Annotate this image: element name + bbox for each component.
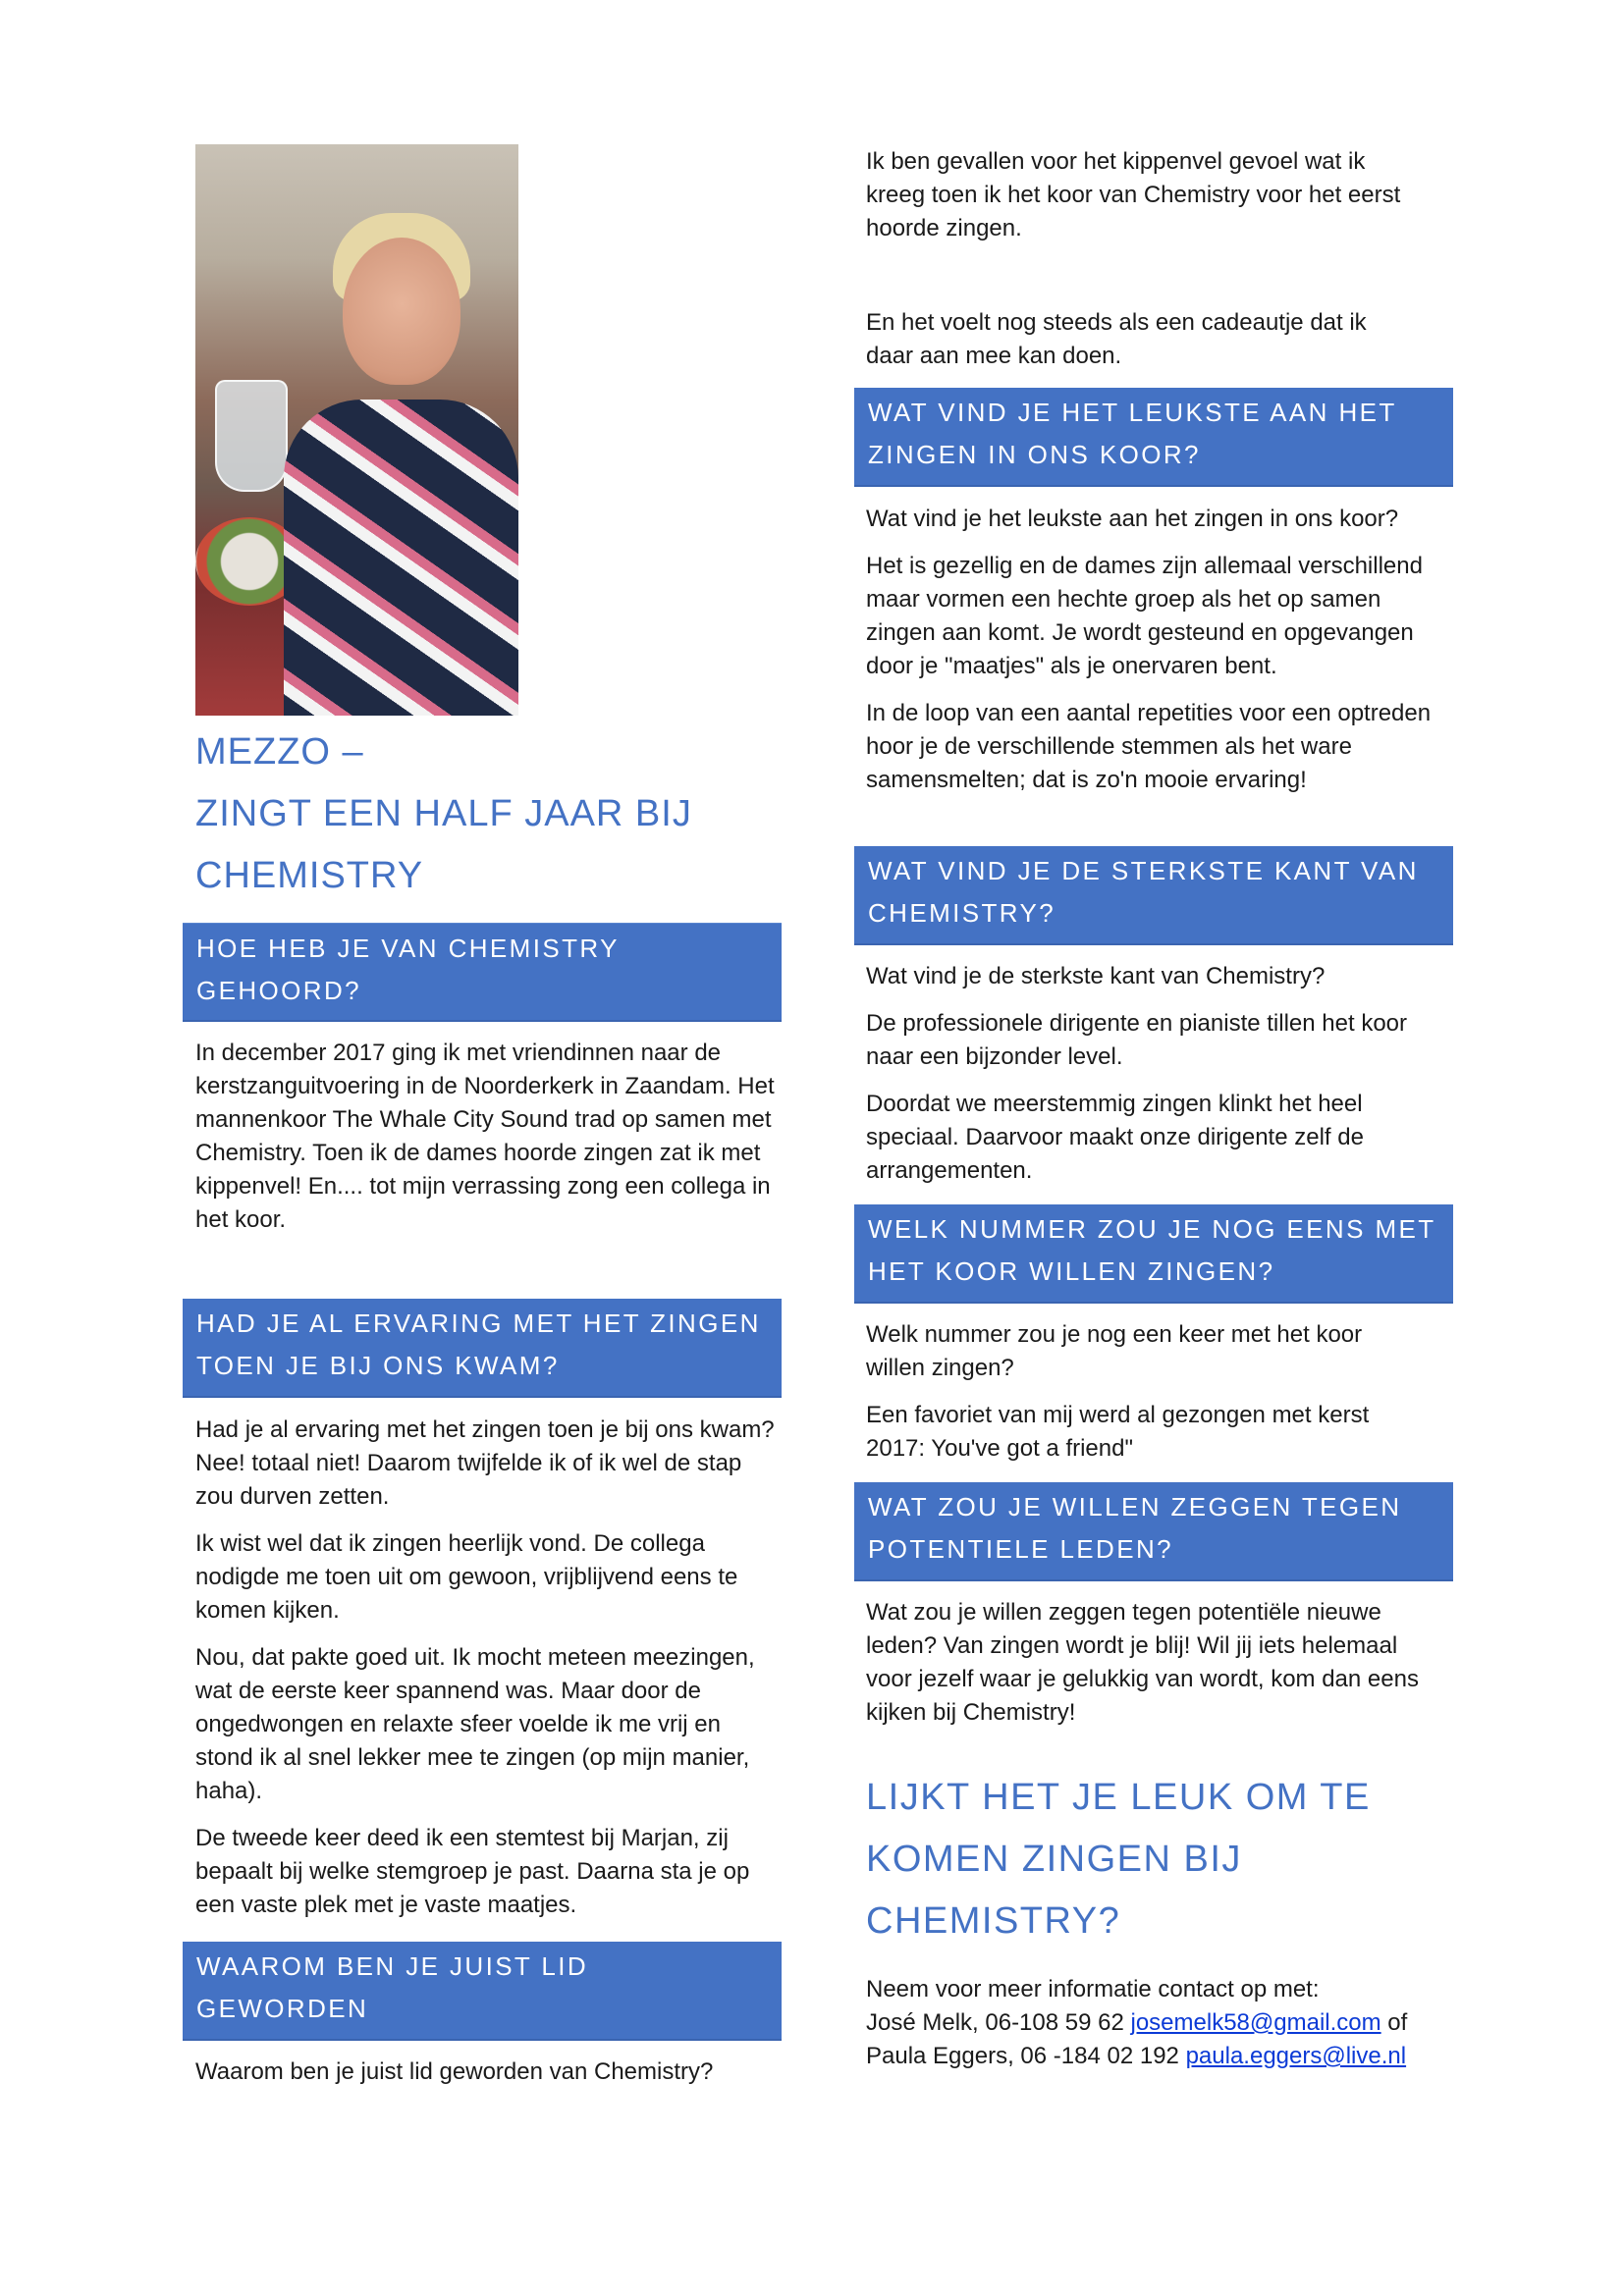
paragraph: Had je al ervaring met het zingen toen je bij ons kwam? Nee! totaal niet! Daarom twijfelde ik of ik wel de stap zou durven zetten. — [195, 1416, 775, 1510]
paragraph: Ik wist wel dat ik zingen heerlijk vond. De collega nodigde me toen uit om gewoon, vrijblijvend eens te komen kijken. — [195, 1530, 738, 1624]
heading-line: WAT ZOU JE WILLEN ZEGGEN TEGEN — [868, 1492, 1402, 1522]
paragraph: De professionele dirigente en pianiste tillen het koor naar een bijzonder level. — [866, 1010, 1408, 1070]
profile-title — [195, 721, 785, 907]
paragraph: Het is gezellig en de dames zijn allemaal verschillend maar vormen een hechte groep als het op samen zingen aan komt. Je wordt gesteund en opgevangen door je "maatjes" als je onervaren bent. — [866, 553, 1423, 679]
heading-line: HAD JE AL ERVARING MET HET ZINGEN — [196, 1308, 761, 1338]
paragraph: En het voelt nog steeds als een cadeautje dat ik daar aan mee kan doen. — [866, 309, 1367, 369]
cta-contact — [866, 1973, 1455, 2073]
contact-2-email-link[interactable]: paula.eggers@live.nl — [1185, 2043, 1407, 2069]
why-heading — [183, 1942, 782, 2065]
photo-dress — [284, 400, 518, 716]
paragraph: Een favoriet van mij werd al gezongen met kerst 2017: You've got a friend" — [866, 1402, 1370, 1462]
heading-line: POTENTIELE LEDEN? — [868, 1534, 1173, 1564]
profile-title-line: MEZZO – — [195, 731, 364, 773]
contact-1-suffix: of — [1380, 2009, 1408, 2036]
cta-title — [866, 1767, 1455, 1952]
cta-title-line: LIJKT HET JE LEUK OM TE — [866, 1777, 1371, 1818]
heading-line: TOEN JE BIJ ONS KWAM? — [196, 1351, 560, 1380]
heard-heading-text: HOE HEB JE VAN CHEMISTRY GEHOORD? — [196, 934, 620, 1005]
contact-2-name: Paula Eggers, 06 -184 02 192 — [866, 2043, 1186, 2069]
paragraph: Waarom ben je juist lid geworden van Chemistry? — [195, 2058, 714, 2085]
photo-glass — [215, 380, 288, 492]
paragraph: Welk nummer zou je nog een keer met het koor willen zingen? — [866, 1321, 1363, 1381]
contact-line-1 — [866, 2006, 1455, 2040]
heading-line: WELK NUMMER ZOU JE NOG EENS MET — [868, 1214, 1436, 1244]
favorite-heading — [854, 388, 1453, 487]
why-body — [195, 2056, 785, 2103]
contact-line-2 — [866, 2040, 1455, 2073]
favorite-body — [866, 503, 1455, 811]
strength-heading — [854, 846, 1453, 945]
heard-heading — [183, 923, 782, 1022]
heading-line: VAN CHEMISTRY? — [196, 2036, 452, 2065]
song-heading — [854, 1204, 1453, 1304]
profile-photo — [195, 144, 518, 716]
cta-title-line: KOMEN ZINGEN BIJ — [866, 1839, 1242, 1880]
heard-body — [195, 1037, 785, 1251]
paragraph: De tweede keer deed ik een stemtest bij Marjan, zij bepaalt bij welke stemgroep je past. Daarna sta je op een vaste plek met je vaste maatjes. — [195, 1825, 750, 1918]
contact-1-name: José Melk, 06-108 59 62 — [866, 2009, 1131, 2036]
paragraph: In de loop van een aantal repetities voor een optreden hoor je de verschillende stemmen als het ware samensmelten; dat is zo'n mooie ervaring! — [866, 700, 1432, 793]
cta-title-line: CHEMISTRY? — [866, 1900, 1121, 1942]
experience-body — [195, 1414, 785, 1936]
photo-face — [343, 238, 460, 385]
strength-body — [866, 960, 1455, 1201]
why-continued-body — [866, 145, 1416, 387]
heading-line: HET KOOR WILLEN ZINGEN? — [868, 1256, 1275, 1286]
paragraph: Nou, dat pakte goed uit. Ik mocht meteen meezingen, wat de eerste keer spannend was. Maar door de ongedwongen en relaxte sfeer voelde ik me vrij en stond ik al snel lekker mee te zingen (op mijn manier, haha). — [195, 1644, 755, 1804]
experience-heading — [183, 1299, 782, 1398]
profile-title-line: CHEMISTRY — [195, 855, 424, 896]
heading-line: WAT VIND JE HET LEUKSTE AAN HET — [868, 398, 1397, 427]
paragraph: In december 2017 ging ik met vriendinnen naar de kerstzanguitvoering in de Noorderkerk in Zaandam. Het mannenkoor The Whale City Sound trad op samen met Chemistry. Toen ik de dames hoorde zingen zat ik met kippenvel! En.... tot mijn verrassing zong een collega in het koor. — [195, 1040, 775, 1233]
song-body — [866, 1318, 1426, 1479]
contact-1-email-link[interactable]: josemelk58@gmail.com — [1130, 2009, 1381, 2036]
profile-title-line: ZINGT EEN HALF JAAR BIJ — [195, 793, 692, 834]
paragraph: Wat vind je het leukste aan het zingen in ons koor? — [866, 506, 1399, 532]
advice-body — [866, 1596, 1445, 1743]
paragraph: Wat vind je de sterkste kant van Chemistry? — [866, 963, 1326, 989]
advice-heading — [854, 1482, 1453, 1581]
heading-line: ZINGEN IN ONS KOOR? — [868, 440, 1201, 469]
paragraph: Ik ben gevallen voor het kippenvel gevoel wat ik kreeg toen ik het koor van Chemistry voor het eerst hoorde zingen. — [866, 148, 1401, 241]
heading-line: CHEMISTRY? — [868, 898, 1056, 928]
heading-line: WAT VIND JE DE STERKSTE KANT VAN — [868, 856, 1419, 885]
cta-intro: Neem voor meer informatie contact op met: — [866, 1976, 1320, 2002]
paragraph: Doordat we meerstemmig zingen klinkt het heel speciaal. Daarvoor maakt onze dirigente zelf de arrangementen. — [866, 1091, 1364, 1184]
paragraph: Wat zou je willen zeggen tegen potentiële nieuwe leden? Van zingen wordt je blij! Wil jij iets helemaal voor jezelf waar je gelukkig van wordt, kom dan eens kijken bij Chemistry! — [866, 1599, 1419, 1726]
heading-line: WAAROM BEN JE JUIST LID GEWORDEN — [196, 1951, 589, 2023]
